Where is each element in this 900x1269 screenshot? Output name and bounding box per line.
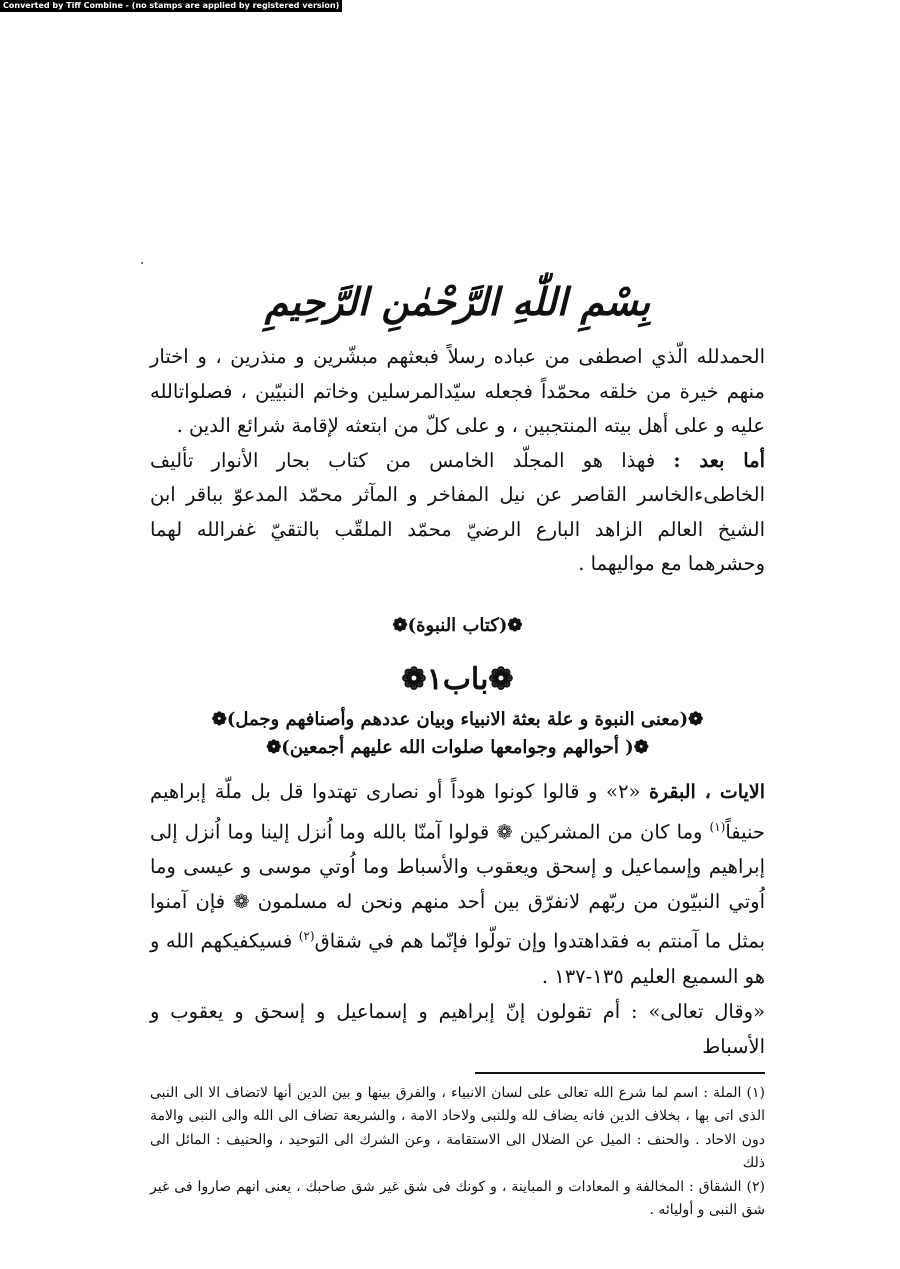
chapter-subtitle-1: ❁(معنى النبوة و علة بعثة الانبياء وبيان عددهم وأصنافهم وجمل)❁	[211, 708, 704, 730]
footnote-ref-2: (٢)	[298, 929, 315, 943]
verses-part-2: وما كان من المشركين ❁ قولوا آمنّا بالله وما اُنزل إلينا وما اُنزل إلى إبراهيم وإسماعيل و إسحق ويعقوب والأسباط وما اُوتي موسى و عيسى وما اُوتي النبيّون من ربّهم لانفرّق بين أحد منهم ونحن له مسلمون ❁ فإن آمنوا بمثل ما آمنتم به فقداهتدوا وإن تولّوا فإنّما هم في شقاق	[150, 820, 765, 953]
book-title: ❁(كتاب النبوة)❁	[392, 614, 523, 636]
chapter-title: ❁باب١❁	[401, 661, 514, 697]
chapter-subtitle-2: ❁( أحوالهم وجوامعها صلوات الله عليهم أجمعين)❁	[266, 736, 649, 758]
footnote-ref-1: (١)	[709, 819, 726, 834]
converter-banner: Converted by Tiff Combine - (no stamps are applied by registered version)	[0, 0, 342, 12]
basmala-heading: بِسْمِ اللّٰهِ الرَّحْمٰنِ الرَّحِيمِ	[264, 279, 651, 324]
intro-paragraph: الحمدلله الّذي اصطفى من عباده رسلاً فبعثهم مبشّرين و منذرين ، و اختار منهم خيرة من خلقه محمّداً فجعله سيّدالمرسلين وخاتم النبيّين ، فصلواتالله عليه و على أهل بيته المنتجبين ، و على كلّ من ابتعثه لإقامة شرائع الدين .	[150, 345, 765, 437]
footnote-1: (١) الملة : اسم لما شرع الله تعالى على لسان الانبياء ، والفرق بينها و بين الدين أنها لاتضاف الا الى النبى الذى اتى بها ، بخلاف الدين فانه يضاف لله وللنبى ولاحاد الامة ، والشريعة تضاف الى الله والى النبى والامة دون الاحاد . والحنف : الميل عن الضلال الى الاستقامة ، وعن الشرك الى التوحيد ، والحنيف : المائل الى ذلك	[150, 1084, 765, 1171]
verses-lead: الايات ، البقرة	[648, 780, 765, 803]
verses-part-1: «٢» و قالوا كونوا هوداً أو نصارى تهتدوا قل بل ملّة إبراهيم حنيفاً	[150, 779, 765, 843]
scan-speck	[141, 262, 143, 264]
amma-bad-text: فهذا هو المجلّد الخامس من كتاب بحار الأنوار تأليف الخاطىءالخاسر القاصر عن نيل المفاخر و المآثر محمّد المدعوّ بباقر ابن الشيخ العالم الزاهد البارع الرضيّ محمّد الملقّب بالتقيّ غفرالله لهما وحشرهما مع مواليهما .	[150, 448, 765, 575]
verses-block	[150, 774, 765, 1064]
book-page	[150, 280, 765, 1223]
footnotes	[150, 1082, 765, 1223]
footnote-divider	[475, 1072, 765, 1074]
amma-bad-lead: أما بعد :	[673, 448, 765, 472]
verses-part-3: فسيكفيكهم الله و هو السميع العليم ١٣٥-١٣٧ .	[150, 929, 765, 988]
amma-bad-paragraph	[150, 444, 765, 582]
verses-last-line: «وقال تعالى» : أم تقولون إنّ إبراهيم و إسماعيل و إسحق و يعقوب و الأسباط	[150, 999, 765, 1058]
footnote-2: (٢) الشقاق : المخالفة و المعادات و المباينة ، و كونك فى شق غير شق صاحبك ، يعنى انهم صاروا فى غير شق النبى و أوليائه .	[150, 1178, 765, 1218]
verses-paragraph	[150, 774, 765, 994]
